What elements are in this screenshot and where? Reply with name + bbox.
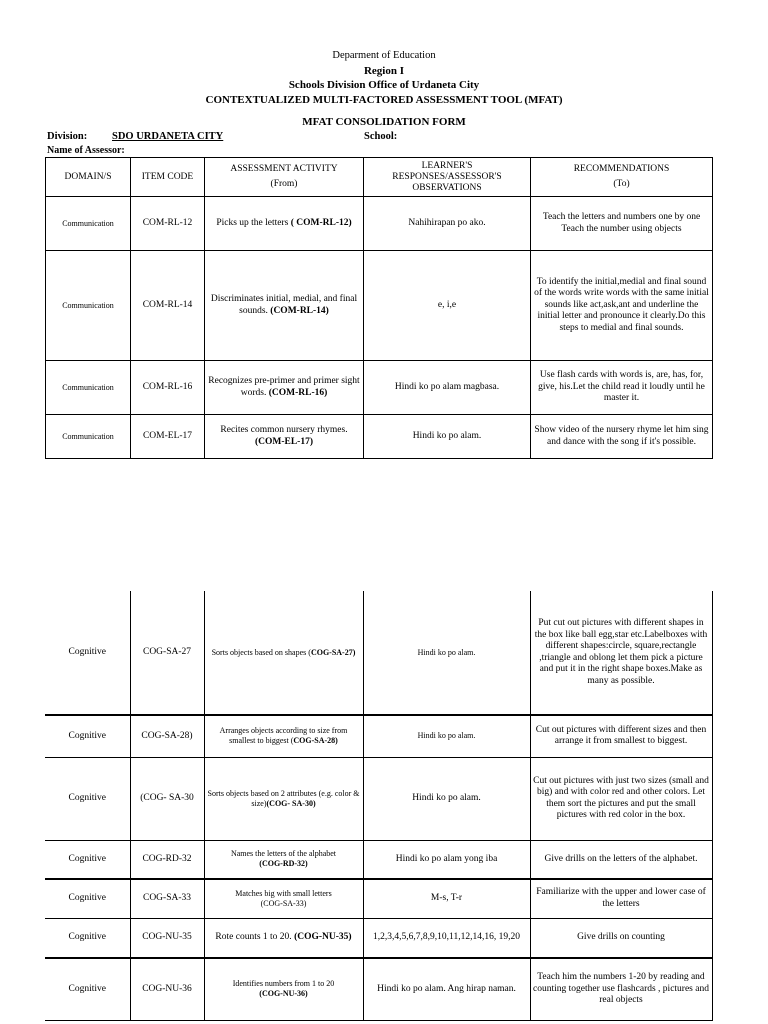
item-code-cell: (COG- SA-30 <box>130 757 204 840</box>
response-cell: Hindi ko po alam. <box>363 715 530 757</box>
col-activity-label: ASSESSMENT ACTIVITY <box>230 164 338 174</box>
activity-text: Arranges objects according to size from smallest to biggest ( <box>219 726 348 746</box>
activity-code: (COG-SA-33) <box>260 898 307 908</box>
domain-cell: Cognitive <box>45 591 130 715</box>
activity-code: COG-SA-28) <box>293 736 338 746</box>
response-cell: 1,2,3,4,5,6,7,8,9,10,11,12,14,16, 19,20 <box>363 918 530 958</box>
col-activity <box>205 158 364 197</box>
activity-text: Discriminates initial, medial, and final sounds. <box>210 294 358 316</box>
table-row <box>45 715 712 757</box>
response-cell: e, i,e <box>364 251 531 361</box>
table-row <box>46 361 713 415</box>
recommendation-cell: To identify the initial,medial and final sound of the words write words with the same initial sounds like act,ask,ant and underline the initial letter and pronounce it clearly.Do this steps to medial and final sounds. <box>531 251 713 361</box>
domain-cell: Cognitive <box>45 918 130 958</box>
office-heading: Schools Division Office of Urdaneta City <box>288 79 480 91</box>
school-label: School: <box>364 131 398 142</box>
activity-code: (COG- SA-30) <box>266 798 316 808</box>
response-cell: Hindi ko po alam. Ang hirap naman. <box>363 958 530 1020</box>
table-row <box>45 840 712 879</box>
table-header-row <box>46 158 713 197</box>
table-row <box>45 591 712 715</box>
activity-cell <box>204 840 363 879</box>
department-heading: Deparment of Education <box>332 50 436 61</box>
table-row <box>45 879 712 918</box>
recommendation-cell: Cut out pictures with just two sizes (small and big) and with color red and other colors. Let them sort the pictures and put the small pictures with red color in the box. <box>530 757 712 840</box>
activity-cell <box>204 757 363 840</box>
item-code-cell: COM-EL-17 <box>131 415 205 459</box>
activity-cell <box>204 715 363 757</box>
activity-cell <box>205 251 364 361</box>
activity-text: Names the letters of the alphabet <box>230 849 337 859</box>
col-recommendations-label: RECOMMENDATIONS <box>573 164 670 174</box>
table-row <box>46 251 713 361</box>
form-title: MFAT CONSOLIDATION FORM <box>302 116 466 128</box>
col-item-code: ITEM CODE <box>131 158 205 197</box>
item-code-cell: COG-RD-32 <box>130 840 204 879</box>
activity-cell <box>205 197 364 251</box>
domain-cell: Communication <box>46 251 131 361</box>
activity-text: Picks up the letters <box>216 217 291 228</box>
activity-code: (COM-EL-17) <box>254 436 314 447</box>
col-activity-sub: (From) <box>270 179 298 189</box>
domain-cell: Communication <box>46 197 131 251</box>
domain-cell: Cognitive <box>45 840 130 879</box>
activity-code: ( COM-RL-12) <box>290 217 352 228</box>
item-code-cell: COM-RL-16 <box>131 361 205 415</box>
division-label: Division: <box>47 131 88 142</box>
recommendation-cell: Cut out pictures with different sizes and then arrange it from smallest to biggest. <box>530 715 712 757</box>
domain-cell: Cognitive <box>45 879 130 918</box>
activity-cell <box>204 879 363 918</box>
activity-text: Identifies numbers from 1 to 20 <box>232 979 335 989</box>
activity-cell <box>204 591 363 715</box>
table-row <box>46 197 713 251</box>
item-code-cell: COG-NU-35 <box>130 918 204 958</box>
col-domain: DOMAIN/S <box>46 158 131 197</box>
domain-cell: Cognitive <box>45 958 130 1020</box>
activity-text: Matches big with small letters <box>235 888 332 898</box>
activity-code: (COG-RD-32) <box>259 859 308 869</box>
activity-text: Sorts objects based on 2 attributes (e.g. color & size) <box>207 788 360 808</box>
recommendation-cell: Use flash cards with words is, are, has, for, give, his.Let the child read it loudly until he master it. <box>531 361 713 415</box>
response-cell: Hindi ko po alam yong iba <box>363 840 530 879</box>
consolidation-table-cognitive <box>45 591 713 1021</box>
domain-cell: Communication <box>46 361 131 415</box>
item-code-cell: COG-SA-28) <box>130 715 204 757</box>
response-cell: Nahihirapan po ako. <box>364 197 531 251</box>
response-cell: Hindi ko po alam. <box>363 591 530 715</box>
table-row <box>45 918 712 958</box>
activity-cell <box>204 958 363 1020</box>
col-recommendations <box>531 158 713 197</box>
activity-text: Recognizes pre-primer and primer sight words. <box>208 376 360 398</box>
recommendation-cell: Put cut out pictures with different shapes in the box like ball egg,star etc.Labelboxes with different shapes:circle, square,rectangle ,triangle and oblong let them pick a picture and put it in the right shape boxes.Make as many as possible. <box>530 591 712 715</box>
recommendation-cell: Give drills on the letters of the alphabet. <box>530 840 712 879</box>
assessor-label: Name of Assessor: <box>47 145 125 156</box>
activity-code: (COG-NU-35) <box>294 932 352 942</box>
response-cell: Hindi ko po alam. <box>364 415 531 459</box>
activity-text: Rote counts 1 to 20. <box>215 932 295 942</box>
domain-cell: Cognitive <box>45 715 130 757</box>
tool-title: CONTEXTUALIZED MULTI-FACTORED ASSESSMENT TOOL (MFAT) <box>205 94 563 106</box>
item-code-cell: COM-RL-12 <box>131 197 205 251</box>
region-heading: Region I <box>363 65 405 77</box>
recommendation-cell: Show video of the nursery rhyme let him sing and dance with the song if it's possible. <box>531 415 713 459</box>
response-cell: M-s, T-r <box>363 879 530 918</box>
col-responses: LEARNER'S RESPONSES/ASSESSOR'S OBSERVATIONS <box>364 158 531 197</box>
table-row <box>45 757 712 840</box>
activity-text: Sorts objects based on shapes ( <box>211 647 311 657</box>
item-code-cell: COG-SA-33 <box>130 879 204 918</box>
table-row <box>45 958 712 1020</box>
domain-cell: Cognitive <box>45 757 130 840</box>
item-code-cell: COG-NU-36 <box>130 958 204 1020</box>
activity-code: (COM-RL-14) <box>270 305 329 316</box>
activity-cell <box>204 918 363 958</box>
activity-cell <box>205 361 364 415</box>
response-cell: Hindi ko po alam magbasa. <box>364 361 531 415</box>
domain-cell: Communication <box>46 415 131 459</box>
recommendation-cell: Teach the letters and numbers one by one Teach the number using objects <box>531 197 713 251</box>
division-value: SDO URDANETA CITY <box>112 131 224 142</box>
item-code-cell: COM-RL-14 <box>131 251 205 361</box>
recommendation-cell: Teach him the numbers 1-20 by reading and counting together use flashcards , pictures and real objects <box>530 958 712 1020</box>
activity-code: (COG-NU-36) <box>259 989 308 999</box>
recommendation-cell: Give drills on counting <box>530 918 712 958</box>
item-code-cell: COG-SA-27 <box>130 591 204 715</box>
activity-cell <box>205 415 364 459</box>
table-row <box>46 415 713 459</box>
col-recommendations-sub: (To) <box>613 179 630 189</box>
recommendation-cell: Familiarize with the upper and lower case of the letters <box>530 879 712 918</box>
activity-text: Recites common nursery rhymes. <box>220 425 348 435</box>
consolidation-table-communication <box>45 157 713 459</box>
activity-code: (COM-RL-16) <box>268 387 328 398</box>
response-cell: Hindi ko po alam. <box>363 757 530 840</box>
activity-code: COG-SA-27) <box>310 647 356 657</box>
